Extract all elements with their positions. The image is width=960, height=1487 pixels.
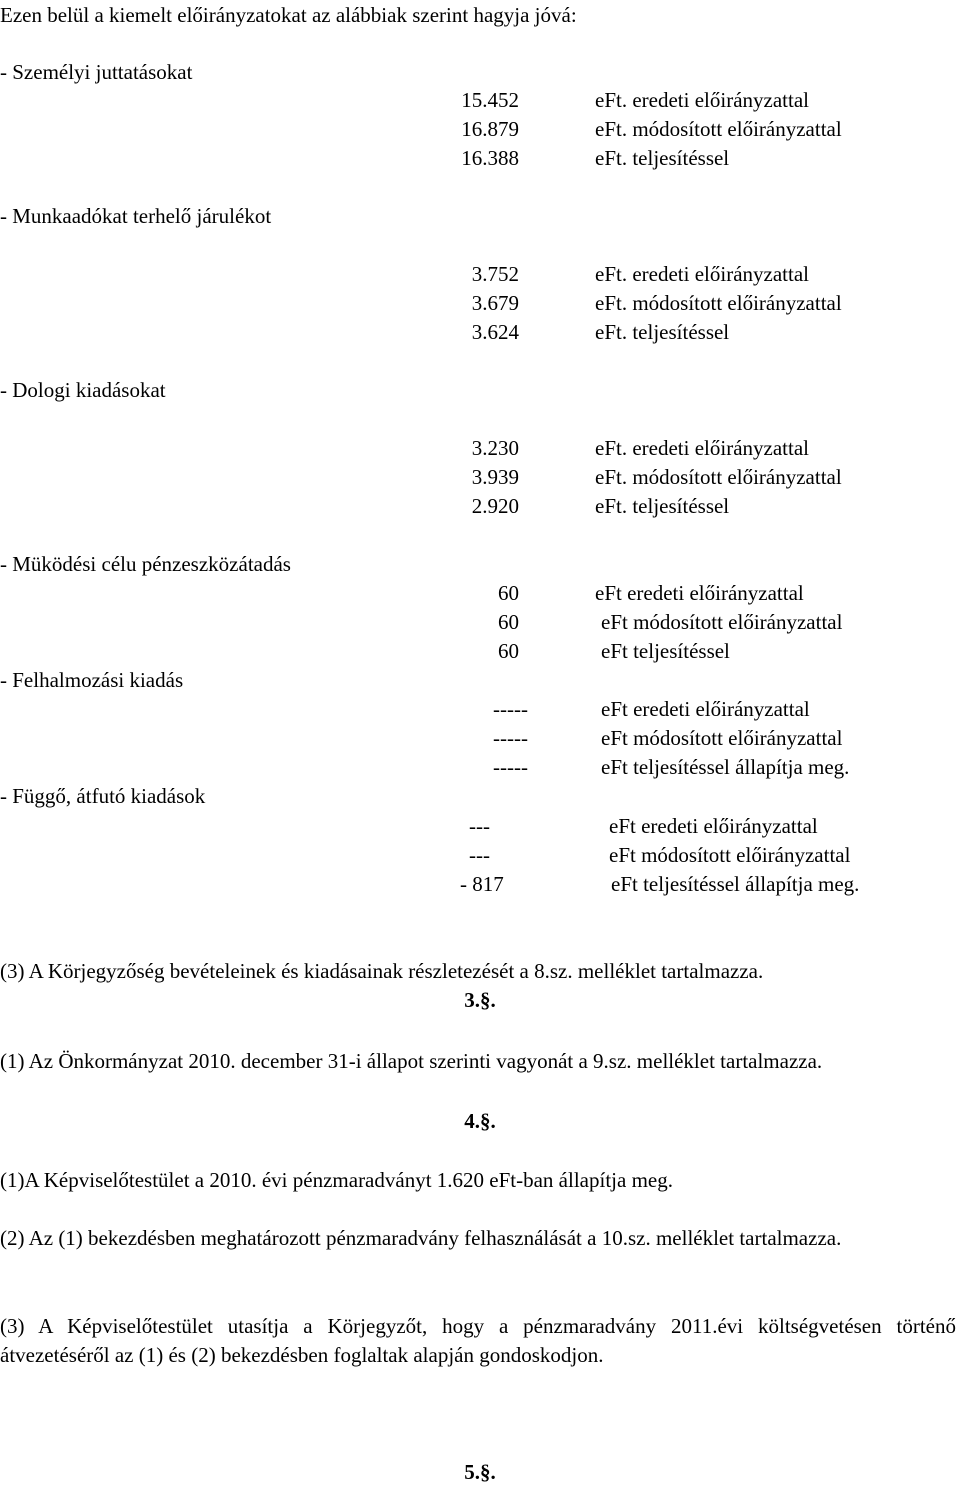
amount-cell: ----- bbox=[493, 697, 528, 721]
amount-desc: eFt. eredeti előirányzattal bbox=[595, 88, 809, 112]
amount-cell: 16.388 bbox=[461, 146, 519, 170]
group-label-jarulek: - Munkaadókat terhelő járulékot bbox=[0, 204, 272, 228]
amount-desc: eFt eredeti előirányzattal bbox=[601, 697, 810, 721]
amount-cell: 3.752 bbox=[471, 262, 519, 286]
amount-desc: eFt. eredeti előirányzattal bbox=[595, 436, 809, 460]
paragraph-3-4: (3) A Képviselőtestület utasítja a Körjegyzőt, hogy a pénzmaradvány 2011.évi költségvetésen történő átvezetéséről az (1) és (2) bekezdésben foglaltak alapján gondoskodjon. bbox=[0, 1314, 956, 1367]
amount-desc: eFt. eredeti előirányzattal bbox=[595, 262, 809, 286]
amount-cell: 3.939 bbox=[471, 465, 519, 489]
group-label-felhalmozasi: - Felhalmozási kiadás bbox=[0, 668, 184, 692]
amount-desc: eFt. teljesítéssel bbox=[595, 320, 730, 344]
amount-desc: eFt módosított előirányzattal bbox=[601, 726, 843, 750]
paragraph-2-4: (2) Az (1) bekezdésben meghatározott pénzmaradvány felhasználását a 10.sz. melléklet tartalmazza. bbox=[0, 1226, 842, 1250]
amount-cell: 16.879 bbox=[461, 117, 519, 141]
amount-cell: 15.452 bbox=[461, 88, 519, 112]
amount-cell: 60 bbox=[498, 581, 519, 605]
amount-cell: --- bbox=[469, 843, 490, 867]
amount-cell: 3.230 bbox=[471, 436, 519, 460]
amount-desc: eFt módosított előirányzattal bbox=[601, 610, 843, 634]
amount-desc: eFt módosított előirányzattal bbox=[609, 843, 851, 867]
amount-desc: eFt. teljesítéssel bbox=[595, 146, 730, 170]
amount-cell: 2.920 bbox=[471, 494, 519, 518]
amount-desc: eFt. teljesítéssel bbox=[595, 494, 730, 518]
amount-desc: eFt. módosított előirányzattal bbox=[595, 465, 842, 489]
amount-cell: - 817 bbox=[460, 872, 504, 896]
amount-cell: ----- bbox=[493, 755, 528, 779]
amount-cell: 60 bbox=[498, 639, 519, 663]
section-heading-4: 4.§. bbox=[464, 1109, 496, 1133]
amount-desc: eFt teljesítéssel bbox=[601, 639, 730, 663]
amount-desc: eFt teljesítéssel állapítja meg. bbox=[611, 872, 860, 896]
amount-cell: ----- bbox=[493, 726, 528, 750]
paragraph-1-3: (1) Az Önkormányzat 2010. december 31-i állapot szerinti vagyonát a 9.sz. melléklet tartalmazza. bbox=[0, 1049, 823, 1073]
group-label-mukodesi: - Müködési célu pénzeszközátadás bbox=[0, 552, 291, 576]
amount-desc: eFt. módosított előirányzattal bbox=[595, 117, 842, 141]
amount-desc: eFt eredeti előirányzattal bbox=[595, 581, 804, 605]
paragraph-3-1: (3) A Körjegyzőség bevételeinek és kiadásainak részletezését a 8.sz. melléklet tartalmazza. bbox=[0, 959, 764, 983]
group-label-dologi: - Dologi kiadásokat bbox=[0, 378, 166, 402]
amount-cell: 3.679 bbox=[471, 291, 519, 315]
group-label-szemelyi: - Személyi juttatásokat bbox=[0, 60, 193, 84]
paragraph-1-4: (1)A Képviselőtestület a 2010. évi pénzmaradványt 1.620 eFt-ban állapítja meg. bbox=[0, 1168, 673, 1192]
group-label-fuggo: - Függő, átfutó kiadások bbox=[0, 784, 206, 808]
amount-cell: 3.624 bbox=[471, 320, 519, 344]
amount-cell: --- bbox=[469, 814, 490, 838]
section-heading-3: 3.§. bbox=[464, 988, 496, 1012]
amount-desc: eFt eredeti előirányzattal bbox=[609, 814, 818, 838]
amount-cell: 60 bbox=[498, 610, 519, 634]
amount-desc: eFt teljesítéssel állapítja meg. bbox=[601, 755, 850, 779]
amount-desc: eFt. módosított előirányzattal bbox=[595, 291, 842, 315]
section-heading-5: 5.§. bbox=[464, 1460, 496, 1484]
intro-text: Ezen belül a kiemelt előirányzatokat az alábbiak szerint hagyja jóvá: bbox=[0, 3, 577, 27]
